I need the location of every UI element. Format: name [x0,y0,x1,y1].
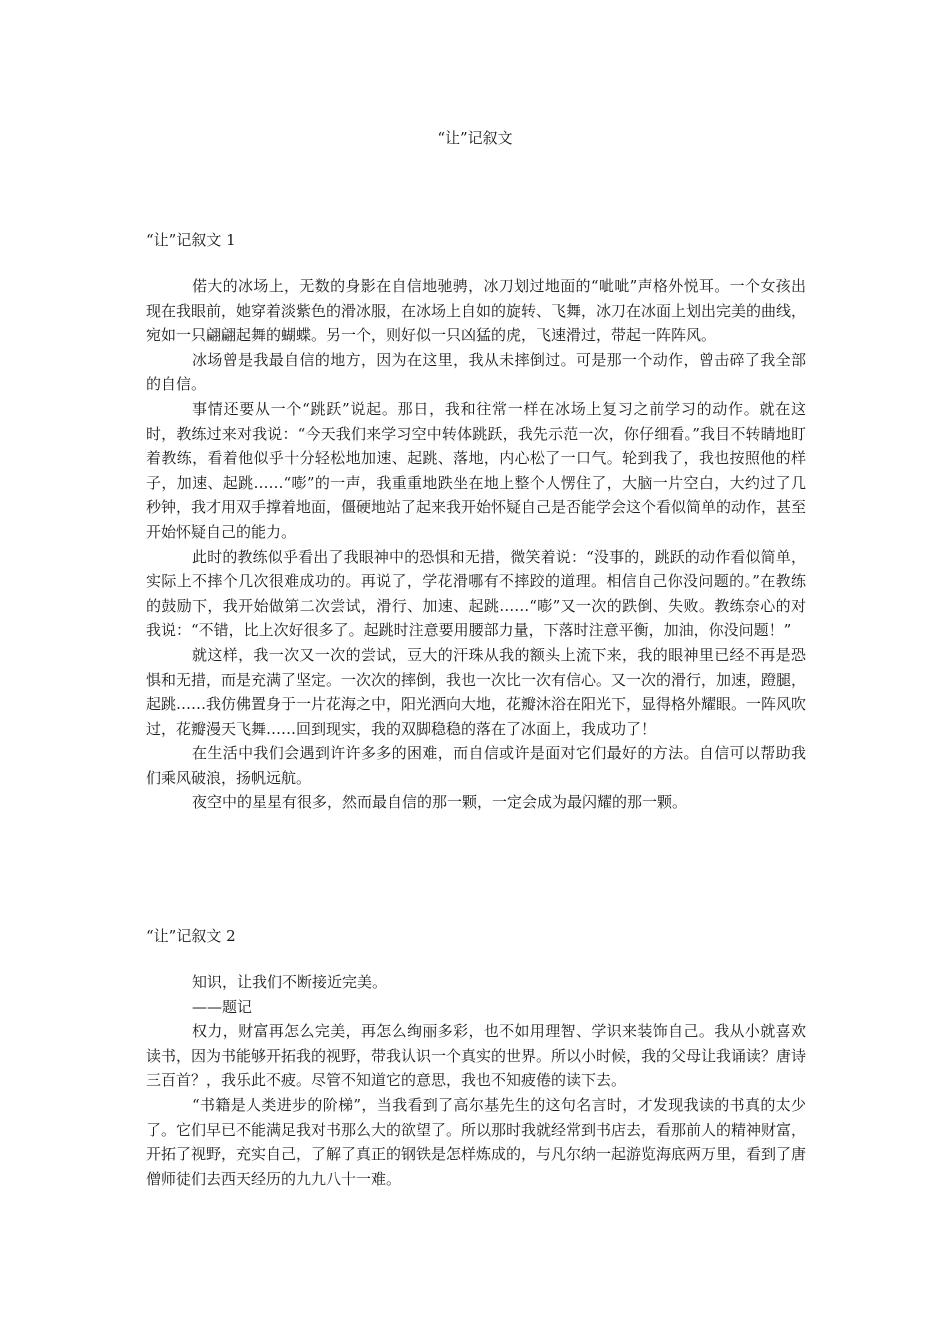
section-heading-2: “让”记叙文 2 [146,927,236,945]
paragraph: 事情还要从一个“跳跃”说起。那日，我和往常一样在冰场上复习之前学习的动作。就在这时，教练过来对我说：“今天我们来学习空中转体跳跃，我先示范一次，你仔细看。”我目不转睛地盯着教练，看着他似乎十分轻松地加速、起跳、落地，内心松了一口气。轮到我了，我也按照他的样子，加速、起跳……“嘭”的一声，我重重地跌坐在地上整个人愣住了，大脑一片空白，大约过了几秒钟，我才用双手撑着地面，僵硬地站了起来我开始怀疑自己是否能学会这个看似简单的动作，甚至开始怀疑自己的能力。 [146,399,807,541]
paragraph: 此时的教练似乎看出了我眼神中的恐惧和无措，微笑着说：“没事的，跳跃的动作看似简单，实际上不摔个几次很难成功的。再说了，学花滑哪有不摔跤的道理。相信自己你没问题的。”在教练的鼓励下，我开始做第二次尝试，滑行、加速、起跳……“嘭”又一次的跌倒、失败。教练奈心的对我说：“不错，比上次好很多了。起跳时注意要用腰部力量，下落时注意平衡，加油，你没问题！” [146,547,806,640]
paragraph: 在生活中我们会遇到许许多多的困难，而自信或许是面对它们最好的方法。自信可以帮助我们乘风破浪，扬帆远航。 [146,744,806,787]
document-title: “让”记叙文 [437,129,513,147]
paragraph: 知识，让我们不断接近完美。 [192,973,388,991]
section-body-2 [146,970,806,1191]
paragraph: 冰场曾是我最自信的地方，因为在这里，我从未摔倒过。可是那一个动作，曾击碎了我全部的自信。 [146,350,806,394]
paragraph: 夜空中的星星有很多，然而最自信的那一颗，一定会成为最闪耀的那一颗。 [192,793,688,812]
epigraph-attribution: ——题记 [192,997,253,1016]
section-body-1 [146,274,806,815]
paragraph: “书籍是人类进步的阶梯”，当我看到了高尔基先生的这句名言时，才发现我读的书真的太少了。它们早已不能满足我对书那么大的欲望了。所以那时我就经常到书店去，看那前人的精神财富，开拓了视野，充实自己，了解了真正的钢铁是怎样炼成的，与凡尔纳一起游览海底两万里，看到了唐僧师徒们去西天经历的九九八十一难。 [146,1095,807,1188]
paragraph: 偌大的冰场上，无数的身影在自信地驰骋，冰刀划过地面的“呲呲”声格外悦耳。一个女孩出现在我眼前，她穿着淡紫色的滑冰服，在冰场上自如的旋转、飞舞，冰刀在冰面上划出完美的曲线，宛如一只翩翩起舞的蝴蝶。另一个，则好似一只凶猛的虎，飞速滑过，带起一阵阵风。 [146,277,807,345]
section-heading-1: “让”记叙文 1 [146,231,236,249]
paragraph: 就这样，我一次又一次的尝试，豆大的汗珠从我的额头上流下来，我的眼神里已经不再是恐惧和无措，而是充满了坚定。一次次的摔倒，我也一次比一次有信心。又一次的滑行，加速，蹬腿，起跳……我仿佛置身于一片花海之中，阳光洒向大地，花瓣沐浴在阳光下，显得格外耀眼。一阵风吹过，花瓣漫天飞舞……回到现实，我的双脚稳稳的落在了冰面上，我成功了！ [146,645,807,738]
paragraph: 权力，财富再怎么完美，再怎么绚丽多彩，也不如用理智、学识来装饰自己。我从小就喜欢读书，因为书能够开拓我的视野，带我认识一个真实的世界。所以小时候，我的父母让我诵读？唐诗三百首？，我乐此不疲。尽管不知道它的意思，我也不知疲倦的读下去。 [146,1022,807,1090]
